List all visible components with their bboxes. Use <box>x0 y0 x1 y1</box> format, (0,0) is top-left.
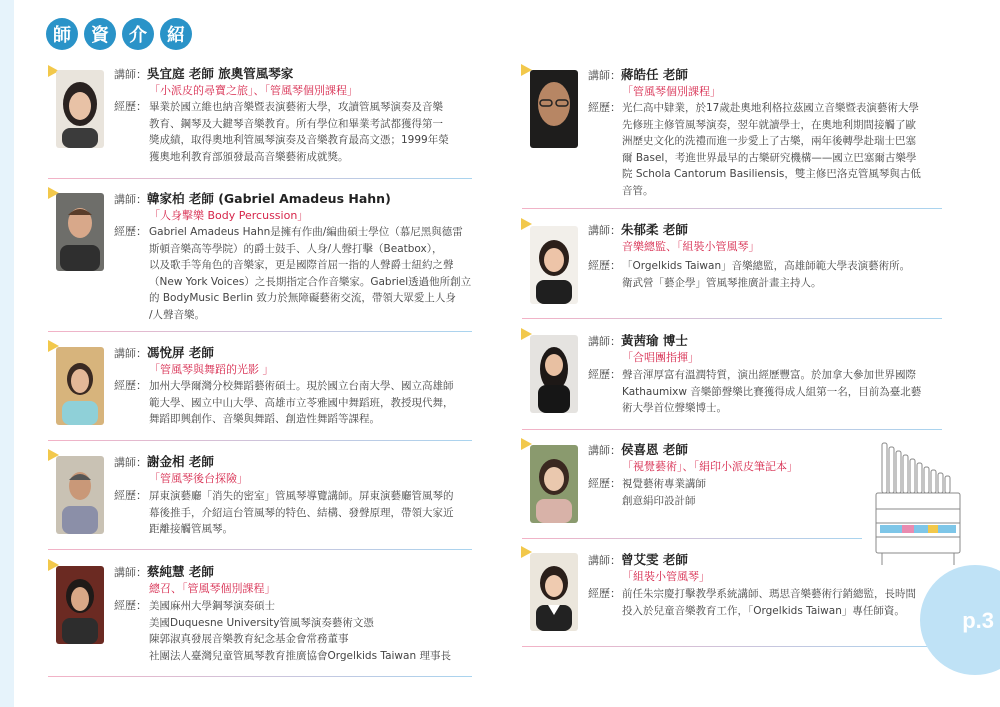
teacher-course: 「管風琴個別課程」 <box>622 85 721 98</box>
separator <box>48 549 472 550</box>
teacher-photo <box>530 335 578 413</box>
teacher-name-row: 講師：謝金相 老師 <box>114 454 214 469</box>
experience-label: 經歷： <box>588 587 621 600</box>
bio-line: 術大學首位聲樂博士。 <box>622 402 727 414</box>
bio-line: Gabriel Amadeus Hahn是擁有作曲/編曲碩士學位（慕尼黑與德雷 <box>149 226 463 238</box>
separator <box>522 318 942 319</box>
bio-line: 幕後推手，介紹這台管風琴的特色、結構、發聲原理，帶領大家近 <box>149 506 454 519</box>
teacher-course: 「管風琴與舞蹈的光影 」 <box>149 363 274 376</box>
teacher-name-row: 講師：曾艾雯 老師 <box>588 552 688 567</box>
bio-line: 美國麻州大學鋼琴演奏碩士 <box>149 600 275 612</box>
teacher-bio <box>149 488 454 538</box>
bio-line: 爾 Basel，考進世界最早的古樂研究機構——國立巴塞爾古樂學 <box>622 151 917 164</box>
teacher-bio <box>622 476 706 509</box>
separator <box>48 676 472 677</box>
teacher-name-row: 講師：朱郁柔 老師 <box>588 222 688 237</box>
teacher-course: 總召、「管風琴個別課程」 <box>149 582 276 595</box>
teacher-bio <box>622 100 921 199</box>
bio-line: 舞蹈即興創作、音樂與舞蹈、創造性舞蹈等課程。 <box>149 413 380 425</box>
bio-line: Kathaumixw 音樂節聲樂比賽獲得成人組第一名，目前為臺北藝 <box>622 385 922 398</box>
heading-char: 介 <box>122 18 154 50</box>
experience-label: 經歷： <box>588 259 621 272</box>
bio-line: 美國Duquesne University管風琴演奏藝術文憑 <box>149 616 374 629</box>
teacher-photo <box>56 70 104 148</box>
teacher-bio <box>622 367 921 417</box>
heading-char: 資 <box>84 18 116 50</box>
separator <box>522 646 942 647</box>
bio-line: 斯頓音樂高等學院）的爵士鼓手、人身/人聲打擊（Beatbox）， <box>149 242 443 255</box>
teacher-bio <box>622 586 916 619</box>
bio-line: /人聲音樂。 <box>149 308 206 321</box>
teacher-name-row: 講師：蔣皓任 老師 <box>588 67 688 82</box>
teacher-name-row: 講師：蔡純慧 老師 <box>114 564 214 579</box>
bio-line: 視覺藝術專業講師 <box>622 478 706 490</box>
bio-line: 音管。 <box>622 184 654 197</box>
teacher-photo <box>530 70 578 148</box>
section-heading <box>46 18 192 50</box>
teacher-name-row: 講師：吳宜庭 老師 旅奧管風琴家 <box>114 66 294 81</box>
teacher-bio <box>149 224 471 323</box>
bio-line: 社團法人臺灣兒童管風琴教育推廣協會Orgelkids Taiwan 理事長 <box>149 649 451 662</box>
bio-line: 衛武營「藝企學」管風琴推廣計畫主持人。 <box>622 276 822 289</box>
bio-line: 範大學、國立中山大學、高雄市立苓雅國中舞蹈班，教授現代舞， <box>149 396 454 409</box>
separator <box>48 440 472 441</box>
pipe-organ-illustration <box>872 437 964 569</box>
bio-line: 獎成績，取得奧地利管風琴演奏及音樂教育最高文憑；1999年榮 <box>149 134 449 146</box>
experience-label: 經歷： <box>114 379 147 392</box>
teacher-name-row: 講師：侯喜恩 老師 <box>588 442 688 457</box>
teacher-photo <box>530 445 578 523</box>
teacher-course: 「小派皮的尋寶之旅」、「管風琴個別課程」 <box>149 84 358 97</box>
bio-line: 的 BodyMusic Berlin 致力於無障礙藝術交流，帶領大眾愛上人身 <box>149 292 456 304</box>
bio-line: 畢業於國立維也納音樂暨表演藝術大學，攻讀管風琴演奏及音樂 <box>149 101 443 113</box>
teacher-photo <box>56 193 104 271</box>
bio-line: （New York Voices）之長期指定合作音樂家。Gabriel透過他所創立 <box>149 275 472 288</box>
experience-label: 經歷： <box>588 477 621 490</box>
bio-line: 加州大學爾灣分校舞蹈藝術碩士。現於國立台南大學、國立高雄師 <box>149 380 454 392</box>
page-number: p.3 <box>962 608 994 633</box>
teacher-course: 「管風琴後台探險」 <box>149 472 248 485</box>
heading-char: 紹 <box>160 18 192 50</box>
bio-line: 前任朱宗慶打擊教學系統講師、瑪思音樂藝術行銷總監，長時間 <box>622 588 916 600</box>
teacher-course: 「合唱團指揮」 <box>622 351 699 364</box>
bio-line: 創意絹印設計師 <box>622 494 696 507</box>
heading-char: 師 <box>46 18 78 50</box>
teacher-photo <box>56 456 104 534</box>
bio-line: 距離接觸管風琴。 <box>149 523 233 535</box>
bio-line: 陳郭淑真發展音樂教育紀念基金會常務董事 <box>149 633 349 645</box>
bio-line: 聲音渾厚富有溫潤特質，演出經歷豐富。於加拿大參加世界國際 <box>622 369 916 381</box>
separator <box>48 178 472 179</box>
experience-label: 經歷： <box>114 100 147 113</box>
teacher-name-row: 講師：韓家柏 老師 (Gabriel Amadeus Hahn) <box>114 191 391 206</box>
bio-line: 以及歌手等角色的音樂家，更是國際首屈一指的人聲爵士紐約之聲 <box>149 259 454 271</box>
separator <box>522 538 862 539</box>
teacher-name-row: 講師：馮悅屏 老師 <box>114 345 214 360</box>
teacher-photo <box>56 566 104 644</box>
bio-line: 屏東演藝廳「消失的密室」管風琴導覽講師。屏東演藝廳管風琴的 <box>149 490 454 502</box>
bio-line: 「Orgelkids Taiwan」音樂總監，高雄師範大學表演藝術所。 <box>622 260 911 272</box>
teacher-course: 「組裝小管風琴」 <box>622 570 710 583</box>
separator <box>522 208 942 209</box>
teacher-bio <box>622 258 910 291</box>
teacher-course: 「人身擊樂 Body Percussion」 <box>149 209 309 222</box>
bio-line: 投入於兒童音樂教育工作，「Orgelkids Taiwan」專任師資。 <box>622 604 905 617</box>
teacher-photo <box>56 347 104 425</box>
bio-line: 獲奧地利教育部頒發最高音樂藝術成就獎。 <box>149 150 349 163</box>
experience-label: 經歷： <box>114 489 147 502</box>
experience-label: 經歷： <box>588 368 621 381</box>
teacher-bio <box>149 598 451 664</box>
bio-line: 先修班主修管風琴演奏，翌年就讀學士，在奧地利期間接觸了歐 <box>622 118 916 131</box>
page-edge-strip <box>0 0 14 707</box>
bio-line: 院 Schola Cantorum Basiliensis，雙主修巴洛克管風琴與古低 <box>622 168 921 180</box>
teacher-course: 「視覺藝術」、「絹印小派皮筆記本」 <box>622 460 798 473</box>
bio-line: 洲歷史文化的洗禮而進一步愛上了古樂，兩年後轉學赴瑞士巴塞 <box>622 135 916 147</box>
teacher-bio <box>149 99 449 165</box>
bio-line: 教育、鋼琴及大鍵琴音樂教育。所有學位和畢業考試都獲得第一 <box>149 117 443 130</box>
bio-line: 光仁高中肄業，於17歲赴奧地利格拉茲國立音樂暨表演藝術大學 <box>622 102 919 114</box>
experience-label: 經歷： <box>114 599 147 612</box>
teacher-name-row: 講師：黃茜瑜 博士 <box>588 333 688 348</box>
teacher-photo <box>530 226 578 304</box>
teacher-photo <box>530 553 578 631</box>
separator <box>522 429 942 430</box>
separator <box>48 331 472 332</box>
teacher-bio <box>149 378 454 428</box>
teacher-course: 音樂總監、「組裝小管風琴」 <box>622 240 760 253</box>
experience-label: 經歷： <box>114 225 147 238</box>
experience-label: 經歷： <box>588 101 621 114</box>
